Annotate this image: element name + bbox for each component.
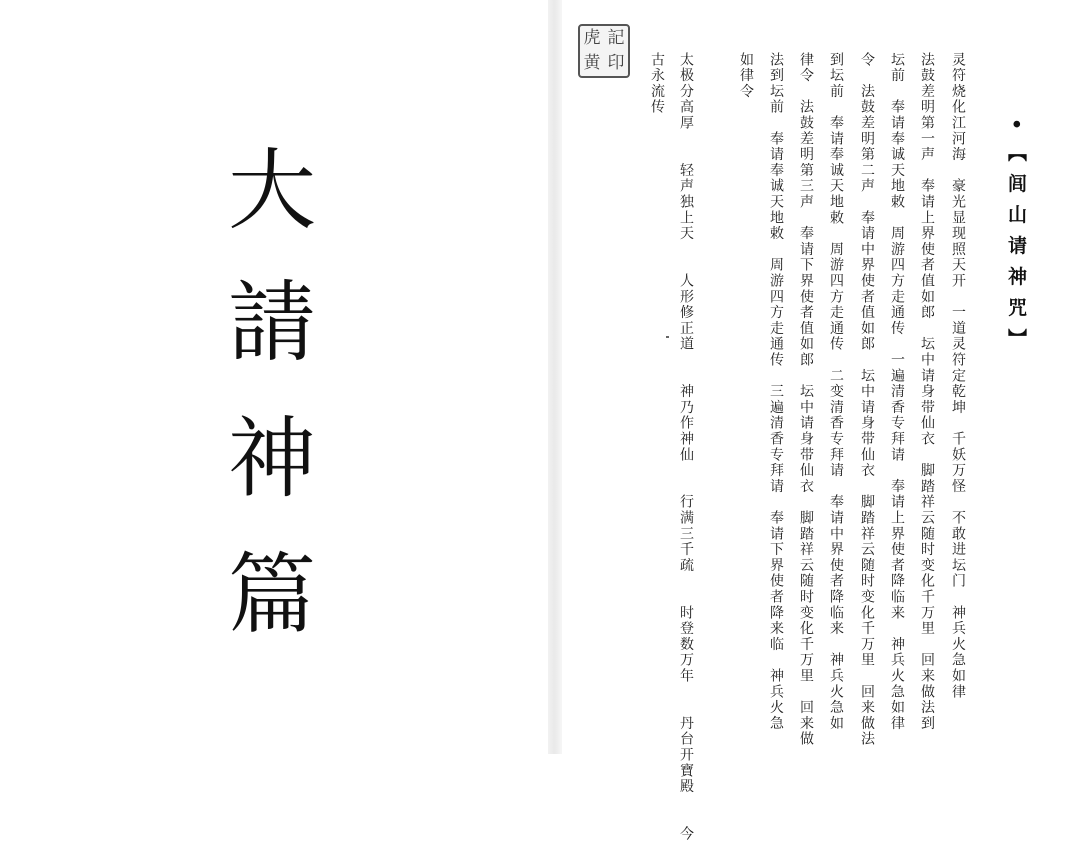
text-column-7: 法到坛前 奉请奉诚天地敕 周游四方走通传 三遍清香专拜请 奉请下界使者降来临 神兵火急 [768,52,784,732]
seal-char: 黄 [583,53,601,73]
seal-char: 虎 [583,28,601,48]
seal-stamp [578,24,630,78]
poem-column-1: 太极分高厚 轻声独上天 人形修正道 神乃作神仙 行满三千疏 时登数万年 丹台开寶殿 今 [678,52,694,842]
book-gutter [548,0,562,754]
title-char-qing: 請 [227,271,316,374]
text-column-2: 法鼓差明第一声 奉请上界使者值如郎 坛中请身带仙衣 脚踏祥云随时变化千万里 回来做法到 [919,52,935,732]
poem-column-2: 古永流传 [649,52,665,116]
text-column-8: 如律令 [738,52,754,100]
title-char-da: 大 [227,139,316,242]
chapter-heading: •【闾山请神咒】 [1005,118,1027,360]
left-page [0,0,548,754]
right-page [562,0,1087,754]
seal-char: 印 [607,53,625,73]
text-column-6: 律令 法鼓差明第三声 奉请下界使者值如郎 坛中请身带仙衣 脚踏祥云随时变化千万里 回来做 [798,52,814,748]
text-column-1: 灵符烧化江河海 豪光显现照天开 一道灵符定乾坤 千妖万怪 不敢进坛门 神兵火急如律 [950,52,966,700]
cover-title [0,0,548,754]
title-char-pian: 篇 [227,543,316,646]
text-column-4: 令 法鼓差明第二声 奉请中界使者值如郎 坛中请身带仙衣 脚踏祥云随时变化千万里 回来做法 [859,52,875,748]
title-char-shen: 神 [227,407,316,510]
seal-char: 記 [607,28,625,48]
text-column-3: 坛前 奉请奉诚天地敕 周游四方走通传 一遍清香专拜请 奉请上界使者降临来 神兵火急如律 [889,52,905,732]
ink-dot [666,336,669,338]
text-column-5: 到坛前 奉请奉诚天地敕 周游四方走通传 二变清香专拜请 奉请中界使者降临来 神兵火急如 [828,52,844,732]
